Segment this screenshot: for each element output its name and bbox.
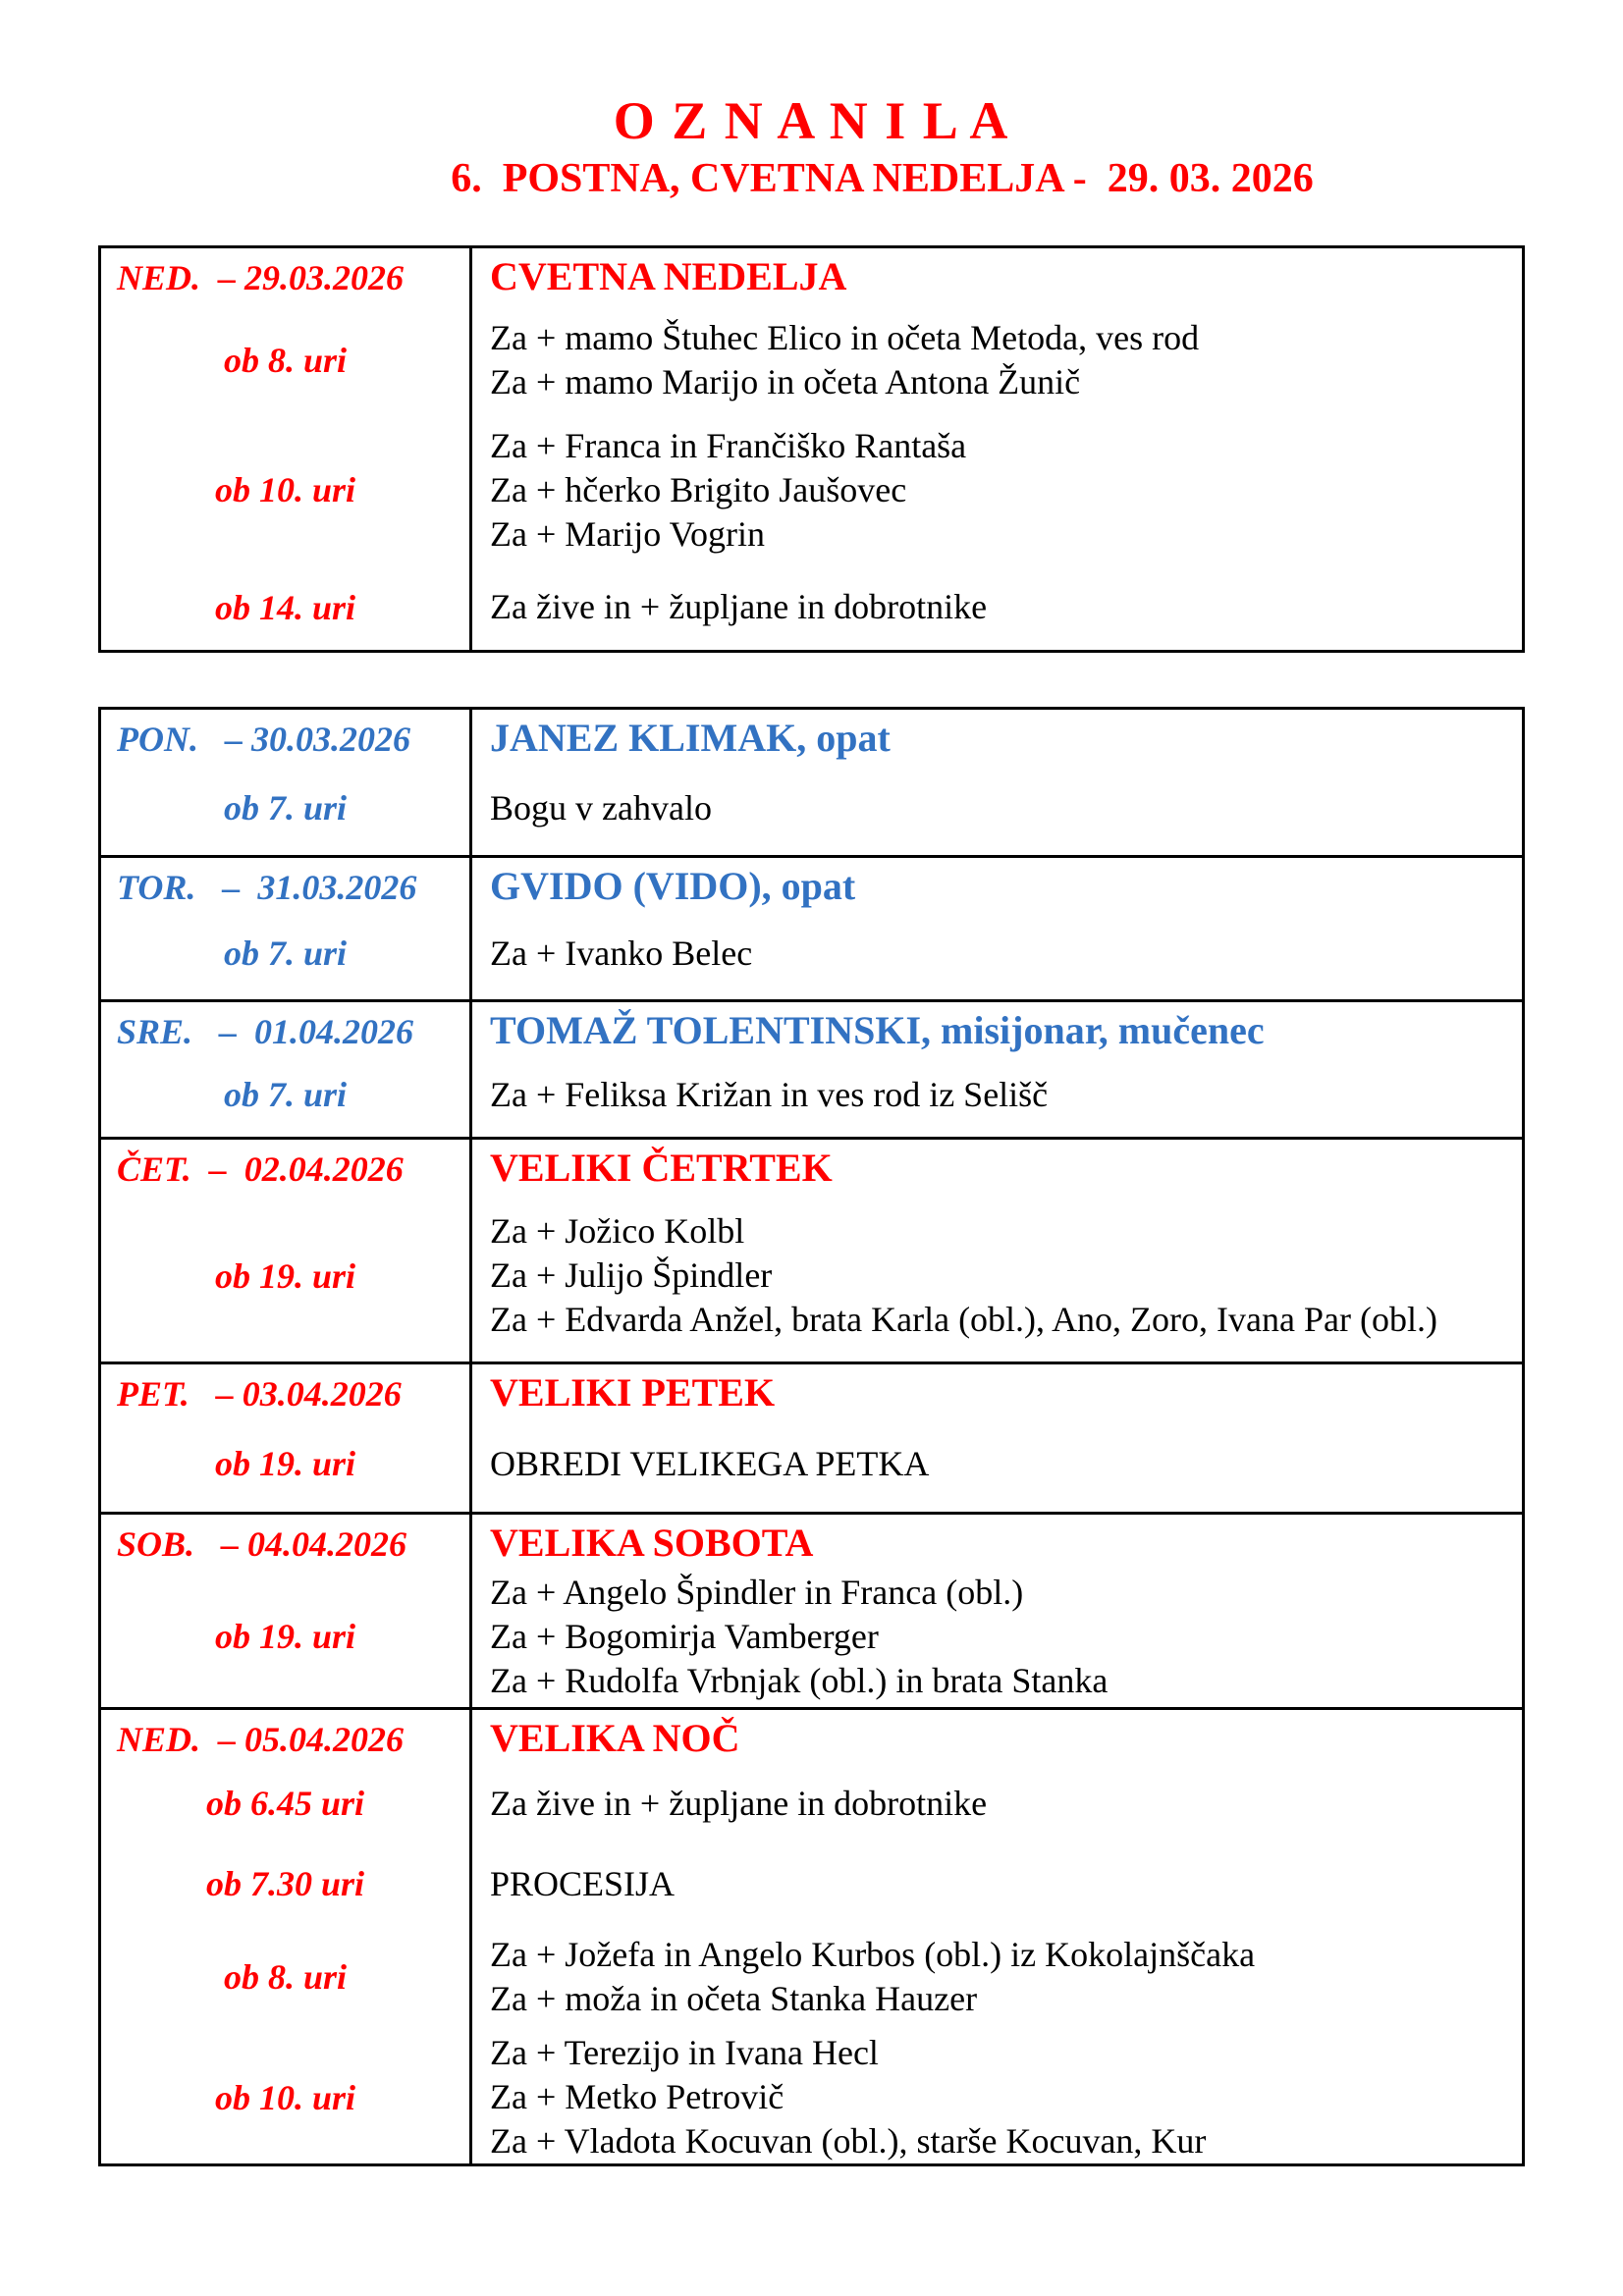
time-cell: ob 10. uri <box>214 2077 356 2117</box>
time-cell: ob 14. uri <box>214 587 356 627</box>
day-heading: VELIKI PETEK <box>490 1370 776 1415</box>
time-cell: ob 19. uri <box>214 1255 356 1296</box>
table-row <box>101 1710 1522 1762</box>
intention-line: Za + Terezijo in Ivana Hecl <box>490 2033 879 2072</box>
intention-line: Za + Ivanko Belec <box>490 934 753 974</box>
day-heading: JANEZ KLIMAK, opat <box>490 716 891 760</box>
time-cell: ob 7. uri <box>223 1074 348 1114</box>
time-cell: ob 10. uri <box>214 470 356 509</box>
table-row <box>101 1923 1522 2031</box>
intention-line: Za + Metko Petrovič <box>490 2077 784 2116</box>
table-row <box>101 2031 1522 2163</box>
intention-line: Za žive in + župljane in dobrotnike <box>490 587 988 626</box>
intention-line: Za + Franca in Frančiško Rantaša <box>490 425 967 465</box>
table-row <box>101 415 1522 564</box>
table-row-good-friday <box>101 1362 1522 1512</box>
day-heading: CVETNA NEDELJA <box>490 254 847 298</box>
time-cell: ob 19. uri <box>214 1616 356 1656</box>
time-cell: ob 7. uri <box>223 934 348 974</box>
date-cell: TOR. – 31.03.2026 <box>117 868 417 908</box>
date-cell: SRE. – 01.04.2026 <box>117 1011 414 1051</box>
intention-line: Za + mamo Štuhec Elico in očeta Metoda, ves rod <box>490 318 1200 357</box>
intention-line: Za + mamo Marijo in očeta Antona Žunič <box>490 362 1081 401</box>
intention-line: Za + Angelo Špindler in Franca (obl.) <box>490 1572 1024 1612</box>
schedule-table-palm-sunday <box>98 245 1525 653</box>
intention-line: Za + moža in očeta Stanka Hauzer <box>490 1979 978 2018</box>
intention-line: Za + Jožefa in Angelo Kurbos (obl.) iz Kokolajnščaka <box>490 1935 1256 1974</box>
intention-line: Za + Vladota Kocuvan (obl.), starše Kocuvan, Kur <box>490 2121 1207 2161</box>
intention-line: PROCESIJA <box>490 1863 676 1903</box>
date-cell: NED. – 29.03.2026 <box>117 258 405 297</box>
page-title: O Z N A N I L A <box>613 91 1010 150</box>
time-cell: ob 8. uri <box>223 341 348 380</box>
date-cell: ČET. – 02.04.2026 <box>117 1148 404 1189</box>
time-cell: ob 6.45 uri <box>205 1784 365 1823</box>
intention-line: Za + hčerko Brigito Jaušovec <box>490 469 907 509</box>
table-row <box>101 1844 1522 1923</box>
date-cell: PON. – 30.03.2026 <box>117 720 410 759</box>
time-cell: ob 7. uri <box>223 787 348 828</box>
date-cell: NED. – 05.04.2026 <box>117 1720 405 1759</box>
intention-line: Za + Marijo Vogrin <box>490 513 765 554</box>
table-row-wednesday <box>101 999 1522 1137</box>
table-row-monday <box>101 710 1522 855</box>
day-heading: GVIDO (VIDO), opat <box>490 864 856 909</box>
table-row <box>101 248 1522 305</box>
intention-line: Za žive in + župljane in dobrotnike <box>490 1783 988 1823</box>
schedule-table-holy-week <box>98 707 1525 2166</box>
table-row <box>101 564 1522 650</box>
intention-line: Za + Rudolfa Vrbnjak (obl.) in brata Stanka <box>490 1660 1109 1700</box>
table-row-maundy-thursday <box>101 1137 1522 1362</box>
day-heading: TOMAŽ TOLENTINSKI, misijonar, mučenec <box>490 1007 1265 1052</box>
intention-line: Za + Feliksa Križan in ves rod iz Selišč <box>490 1074 1049 1114</box>
day-heading: VELIKA SOBOTA <box>490 1521 814 1566</box>
intention-line: Za + Bogomirja Vamberger <box>490 1616 879 1656</box>
time-cell: ob 19. uri <box>214 1443 356 1483</box>
date-cell: SOB. – 04.04.2026 <box>117 1524 407 1565</box>
time-cell: ob 7.30 uri <box>205 1864 365 1903</box>
intention-line: OBREDI VELIKEGA PETKA <box>490 1443 930 1483</box>
date-cell: PET. – 03.04.2026 <box>117 1374 402 1415</box>
intention-line: Bogu v zahvalo <box>490 787 712 828</box>
intention-line: Za + Jožico Kolbl <box>490 1211 745 1252</box>
day-heading: VELIKI ČETRTEK <box>490 1145 833 1190</box>
table-row <box>101 1762 1522 1844</box>
day-heading: VELIKA NOČ <box>490 1716 740 1760</box>
page-subtitle: 6. POSTNA, CVETNA NEDELJA - 29. 03. 2026 <box>451 156 1314 201</box>
intention-line: Za + Edvarda Anžel, brata Karla (obl.), Ano, Zoro, Ivana Par (obl.) <box>490 1300 1437 1340</box>
intention-line: Za + Julijo Špindler <box>490 1255 773 1296</box>
time-cell: ob 8. uri <box>223 1957 348 1997</box>
table-row <box>101 305 1522 415</box>
table-row-holy-saturday <box>101 1512 1522 1707</box>
table-row-tuesday <box>101 855 1522 998</box>
table-row-easter-sunday <box>101 1707 1522 2163</box>
